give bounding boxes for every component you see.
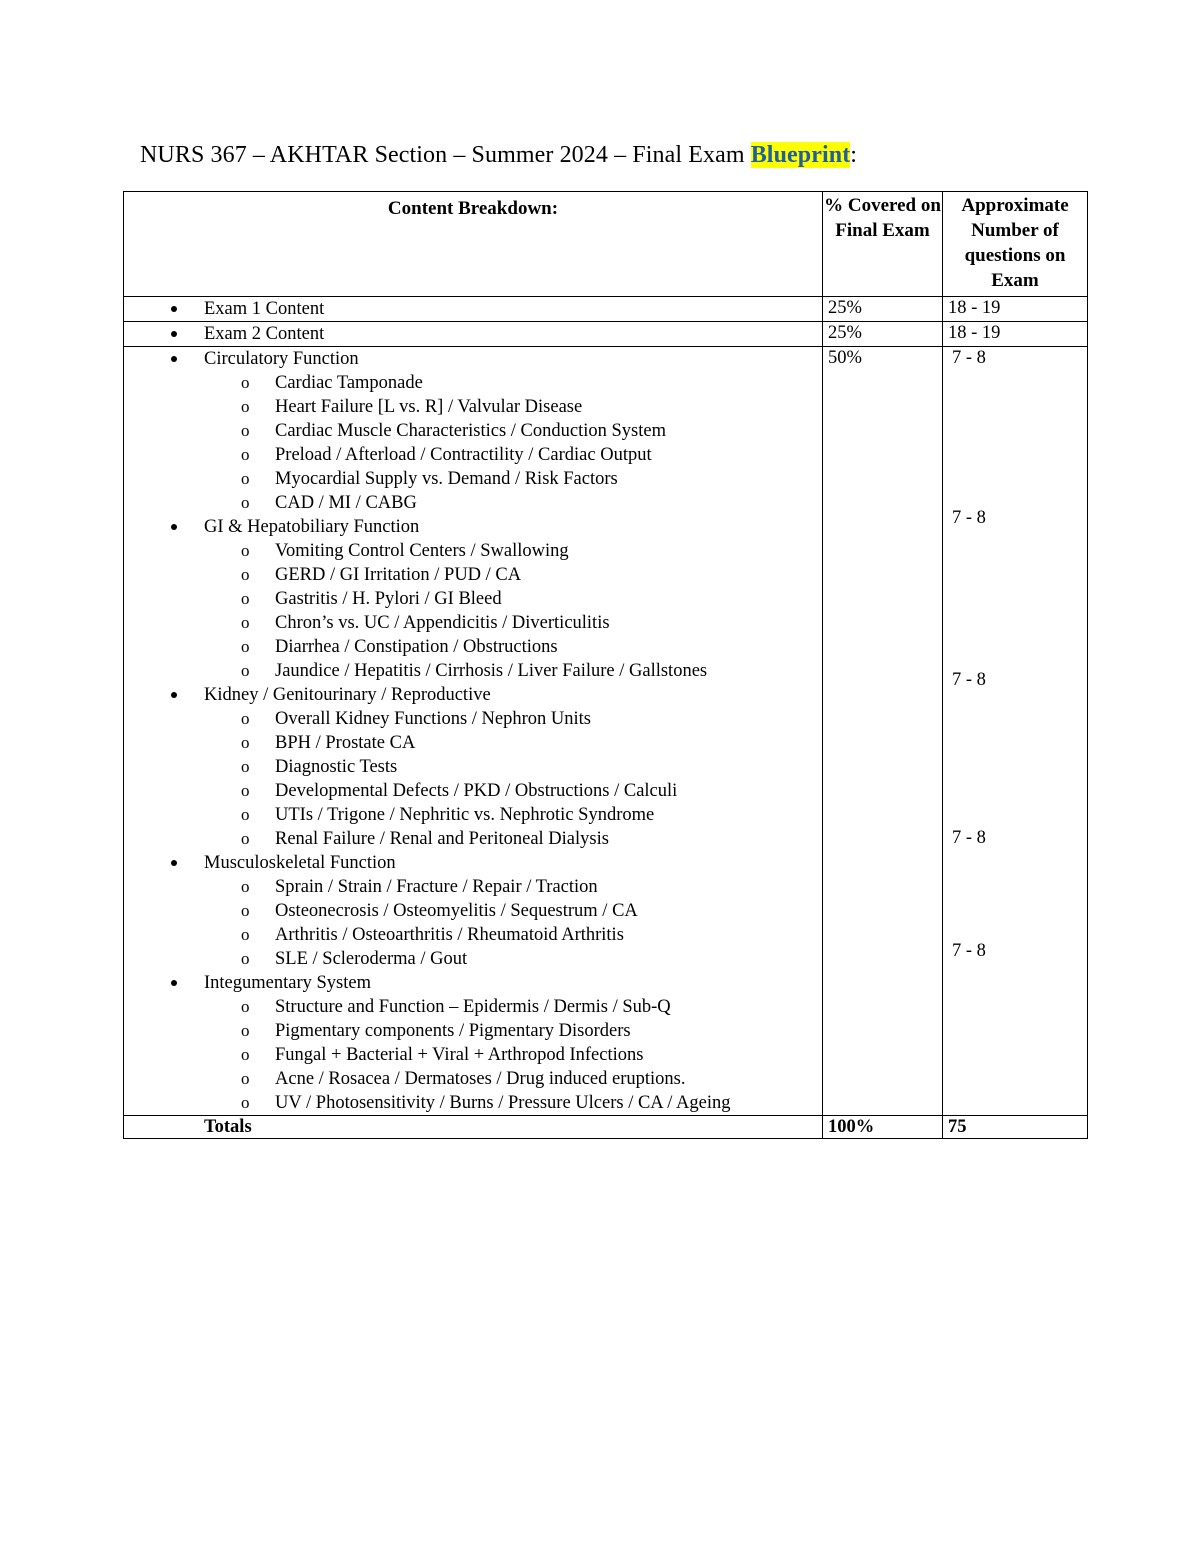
section-item bbox=[124, 995, 822, 1019]
exam1-questions: 18 - 19 bbox=[943, 297, 1088, 322]
section-item-text: Myocardial Supply vs. Demand / Risk Factors bbox=[275, 469, 618, 489]
section-item-text: Diagnostic Tests bbox=[275, 757, 398, 777]
section-item bbox=[124, 779, 822, 803]
section-item-text: Jaundice / Hepatitis / Cirrhosis / Liver Failure / Gallstones bbox=[275, 661, 708, 681]
section-item-text: Cardiac Muscle Characteristics / Conduction System bbox=[275, 421, 666, 441]
exam1-percent: 25% bbox=[823, 297, 943, 322]
sub-bullet-icon: o bbox=[241, 709, 250, 728]
section-item bbox=[124, 875, 822, 899]
sub-bullet-icon: o bbox=[241, 733, 250, 752]
section-item-text: Sprain / Strain / Fracture / Repair / Traction bbox=[275, 877, 598, 897]
section-item-text: Developmental Defects / PKD / Obstructions / Calculi bbox=[275, 781, 678, 801]
topics-cell bbox=[124, 347, 823, 1116]
sub-bullet-icon: o bbox=[241, 925, 250, 944]
section-questions: 7 - 8 bbox=[952, 348, 986, 368]
section-item-text: Arthritis / Osteoarthritis / Rheumatoid Arthritis bbox=[275, 925, 624, 945]
sub-bullet-icon: o bbox=[241, 757, 250, 776]
section-item bbox=[124, 635, 822, 659]
exam2-percent: 25% bbox=[823, 322, 943, 347]
section-item-text: Chron’s vs. UC / Appendicitis / Diverticulitis bbox=[275, 613, 610, 633]
page-title bbox=[140, 142, 857, 169]
section-item-text: Renal Failure / Renal and Peritoneal Dialysis bbox=[275, 829, 609, 849]
section-item bbox=[124, 1091, 822, 1115]
header-percent-covered: % Covered on Final Exam bbox=[823, 192, 943, 297]
exam1-label: Exam 1 Content bbox=[124, 297, 822, 321]
section-item bbox=[124, 731, 822, 755]
section-item-text: Vomiting Control Centers / Swallowing bbox=[275, 541, 569, 561]
section-item-text: Heart Failure [L vs. R] / Valvular Disease bbox=[275, 397, 583, 417]
sub-bullet-icon: o bbox=[241, 781, 250, 800]
systems-percent-value: 50% bbox=[828, 348, 862, 368]
totals-label: Totals bbox=[124, 1116, 823, 1139]
section-item-text: Osteonecrosis / Osteomyelitis / Sequestrum / CA bbox=[275, 901, 638, 921]
sub-bullet-icon: o bbox=[241, 1021, 250, 1040]
sub-bullet-icon: o bbox=[241, 373, 250, 392]
section-item-text: GERD / GI Irritation / PUD / CA bbox=[275, 565, 522, 585]
title-suffix: : bbox=[850, 142, 858, 168]
section-label: GI & Hepatobiliary Function bbox=[124, 515, 822, 539]
sub-bullet-icon: o bbox=[241, 997, 250, 1016]
section-item bbox=[124, 587, 822, 611]
sub-bullet-icon: o bbox=[241, 469, 250, 488]
section-item-text: Overall Kidney Functions / Nephron Units bbox=[275, 709, 591, 729]
section-item bbox=[124, 755, 822, 779]
section-questions: 7 - 8 bbox=[952, 670, 986, 690]
section-item bbox=[124, 707, 822, 731]
section-item bbox=[124, 443, 822, 467]
section-item-text: Fungal + Bacterial + Viral + Arthropod Infections bbox=[275, 1045, 644, 1065]
header-row bbox=[124, 192, 1088, 297]
section-item bbox=[124, 563, 822, 587]
section-item-text: CAD / MI / CABG bbox=[275, 493, 417, 513]
section-label: Circulatory Function bbox=[124, 347, 822, 371]
exam2-questions: 18 - 19 bbox=[943, 322, 1088, 347]
section-item-text: Pigmentary components / Pigmentary Disorders bbox=[275, 1021, 631, 1041]
section-item-text: UV / Photosensitivity / Burns / Pressure Ulcers / CA / Ageing bbox=[275, 1093, 731, 1113]
sub-bullet-icon: o bbox=[241, 565, 250, 584]
section-label: Musculoskeletal Function bbox=[124, 851, 822, 875]
section-item bbox=[124, 467, 822, 491]
section-item bbox=[124, 395, 822, 419]
table-row-exam2 bbox=[124, 322, 1088, 347]
section-item bbox=[124, 1043, 822, 1067]
section-questions: 7 - 8 bbox=[952, 828, 986, 848]
sub-bullet-icon: o bbox=[241, 421, 250, 440]
sub-bullet-icon: o bbox=[241, 445, 250, 464]
sub-bullet-icon: o bbox=[241, 589, 250, 608]
sub-bullet-icon: o bbox=[241, 1069, 250, 1088]
section-item bbox=[124, 371, 822, 395]
section-label: Kidney / Genitourinary / Reproductive bbox=[124, 683, 822, 707]
section-questions: 7 - 8 bbox=[952, 941, 986, 961]
sub-bullet-icon: o bbox=[241, 877, 250, 896]
title-highlight: Blueprint bbox=[750, 142, 851, 168]
sub-bullet-icon: o bbox=[241, 661, 250, 680]
header-content-breakdown: Content Breakdown: bbox=[124, 192, 823, 297]
header-approx-questions: Approximate Number of questions on Exam bbox=[943, 192, 1088, 297]
sub-bullet-icon: o bbox=[241, 541, 250, 560]
sub-bullet-icon: o bbox=[241, 829, 250, 848]
section-item bbox=[124, 923, 822, 947]
section-item bbox=[124, 899, 822, 923]
section-label: Integumentary System bbox=[124, 971, 822, 995]
sub-bullet-icon: o bbox=[241, 901, 250, 920]
sub-bullet-icon: o bbox=[241, 949, 250, 968]
section-item-text: Acne / Rosacea / Dermatoses / Drug induced eruptions. bbox=[275, 1069, 686, 1089]
sub-bullet-icon: o bbox=[241, 493, 250, 512]
systems-percent bbox=[823, 347, 943, 1116]
table-row-totals bbox=[124, 1116, 1088, 1139]
section-item bbox=[124, 827, 822, 851]
section-questions: 7 - 8 bbox=[952, 508, 986, 528]
table-row-exam1 bbox=[124, 297, 1088, 322]
section-item bbox=[124, 539, 822, 563]
table-row-systems bbox=[124, 347, 1088, 1116]
section-item bbox=[124, 611, 822, 635]
section-item-text: Diarrhea / Constipation / Obstructions bbox=[275, 637, 558, 657]
section-item bbox=[124, 1019, 822, 1043]
sub-bullet-icon: o bbox=[241, 613, 250, 632]
exam2-cell bbox=[124, 322, 823, 347]
systems-questions-cell bbox=[943, 347, 1088, 1116]
section-item-text: SLE / Scleroderma / Gout bbox=[275, 949, 468, 969]
section-item bbox=[124, 803, 822, 827]
totals-questions: 75 bbox=[943, 1116, 1088, 1139]
exam2-label: Exam 2 Content bbox=[124, 322, 822, 346]
sub-bullet-icon: o bbox=[241, 1045, 250, 1064]
section-item-text: Gastritis / H. Pylori / GI Bleed bbox=[275, 589, 502, 609]
section-item-text: UTIs / Trigone / Nephritic vs. Nephrotic Syndrome bbox=[275, 805, 655, 825]
title-prefix: NURS 367 – AKHTAR Section – Summer 2024 – Final Exam bbox=[140, 142, 751, 168]
totals-percent: 100% bbox=[823, 1116, 943, 1139]
section-item-text: Cardiac Tamponade bbox=[275, 373, 423, 393]
exam1-cell bbox=[124, 297, 823, 322]
sub-bullet-icon: o bbox=[241, 805, 250, 824]
section-item-text: Preload / Afterload / Contractility / Cardiac Output bbox=[275, 445, 652, 465]
section-item bbox=[124, 947, 822, 971]
section-item bbox=[124, 491, 822, 515]
sub-bullet-icon: o bbox=[241, 637, 250, 656]
section-item bbox=[124, 1067, 822, 1091]
section-item-text: Structure and Function – Epidermis / Dermis / Sub-Q bbox=[275, 997, 671, 1017]
blueprint-table bbox=[123, 191, 1088, 1139]
sub-bullet-icon: o bbox=[241, 1093, 250, 1112]
section-item bbox=[124, 659, 822, 683]
section-item bbox=[124, 419, 822, 443]
sub-bullet-icon: o bbox=[241, 397, 250, 416]
section-item-text: BPH / Prostate CA bbox=[275, 733, 416, 753]
